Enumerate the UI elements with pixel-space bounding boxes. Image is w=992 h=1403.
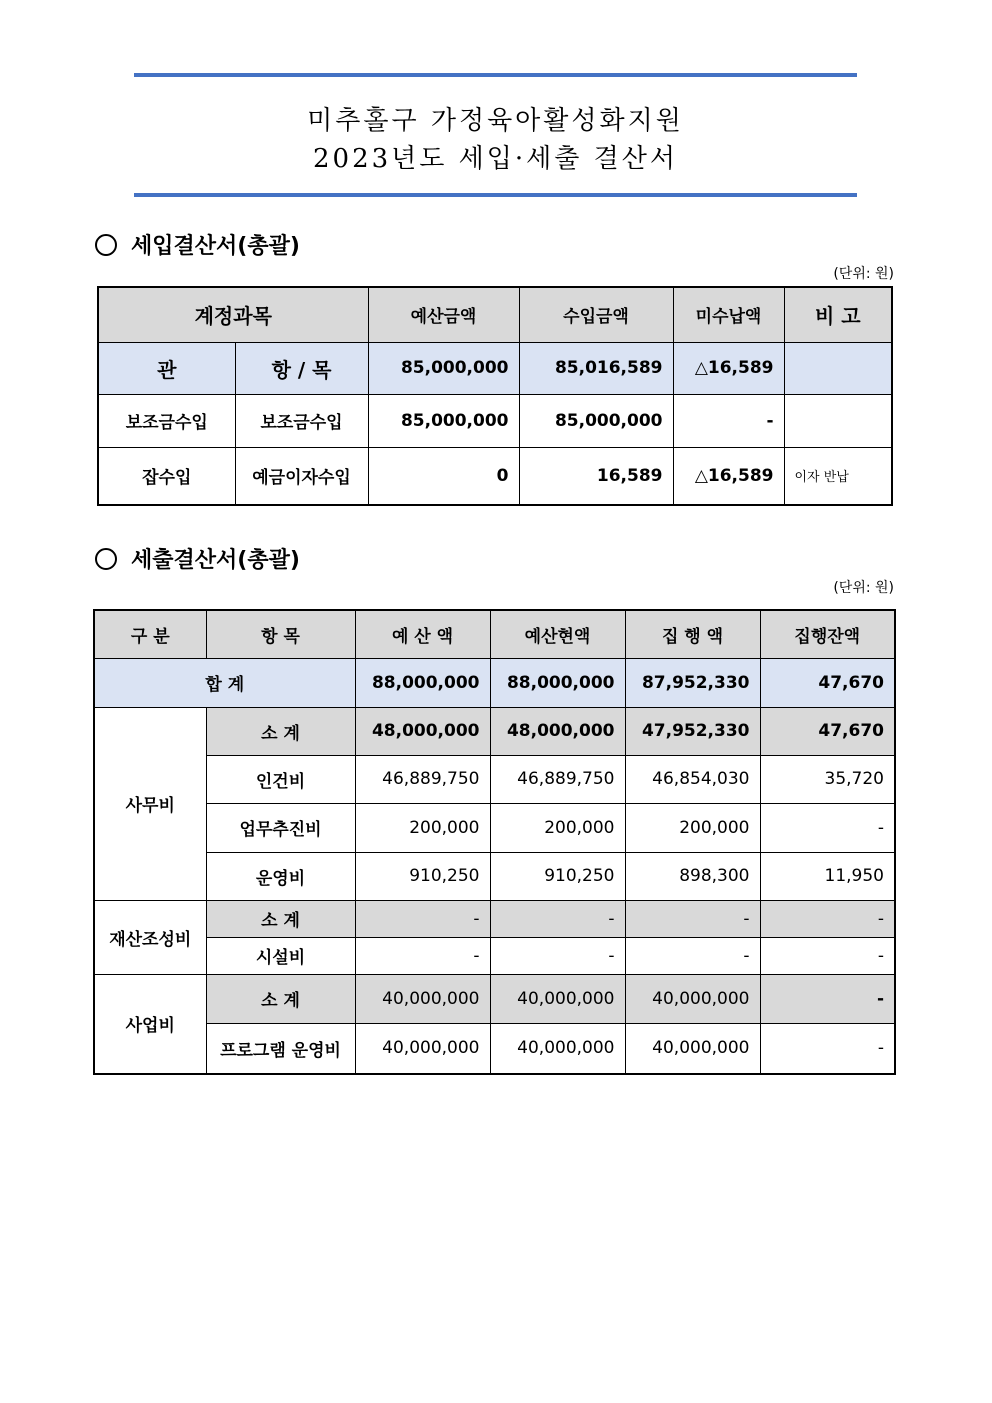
row-budget: 40,000,000 [355, 1023, 490, 1074]
revenue-summary-row [98, 342, 892, 394]
row-current-budget: 910,250 [490, 852, 625, 900]
row-current-budget: 48,000,000 [490, 707, 625, 755]
total-row [94, 658, 895, 707]
row-balance: - [760, 937, 895, 974]
table-row [94, 900, 895, 937]
header-category: 구 분 [94, 610, 206, 658]
summary-gwan: 관 [98, 342, 235, 394]
row-budget: 46,889,750 [355, 755, 490, 803]
row-income: 16,589 [519, 447, 673, 505]
row-item: 소 계 [206, 900, 355, 937]
row-hangmok: 예금이자수입 [235, 447, 368, 505]
header-income: 수입금액 [519, 287, 673, 342]
revenue-heading-text: 세입결산서(총괄) [131, 234, 300, 259]
total-label: 합 계 [94, 658, 355, 707]
expenditure-heading-text: 세출결산서(총괄) [131, 548, 300, 573]
row-executed: 40,000,000 [625, 974, 760, 1023]
row-current-budget: 40,000,000 [490, 1023, 625, 1074]
total-executed: 87,952,330 [625, 658, 760, 707]
row-gwan: 잡수입 [98, 447, 235, 505]
total-budget: 88,000,000 [355, 658, 490, 707]
table-row [94, 707, 895, 755]
expenditure-unit-label: (단위: 원) [833, 580, 894, 596]
header-remark: 비 고 [784, 287, 892, 342]
row-current-budget: 200,000 [490, 803, 625, 852]
header-account: 계정과목 [98, 287, 368, 342]
row-balance: 47,670 [760, 707, 895, 755]
row-executed: 898,300 [625, 852, 760, 900]
total-balance: 47,670 [760, 658, 895, 707]
summary-unpaid: △16,589 [673, 342, 784, 394]
header-budget: 예산금액 [368, 287, 519, 342]
top-rule [134, 73, 857, 77]
row-balance: - [760, 1023, 895, 1074]
row-item: 업무추진비 [206, 803, 355, 852]
table-row [94, 755, 895, 803]
row-remark: 이자 반납 [784, 447, 892, 505]
row-balance: - [760, 900, 895, 937]
expenditure-table [93, 609, 896, 1075]
row-executed: 47,952,330 [625, 707, 760, 755]
table-row [98, 394, 892, 447]
header-current-budget: 예산현액 [490, 610, 625, 658]
row-item: 소 계 [206, 974, 355, 1023]
row-budget: - [355, 900, 490, 937]
circle-bullet-icon [95, 234, 117, 256]
row-executed: - [625, 937, 760, 974]
row-balance: - [760, 974, 895, 1023]
expenditure-header-row [94, 610, 895, 658]
row-balance: - [760, 803, 895, 852]
summary-income: 85,016,589 [519, 342, 673, 394]
total-current-budget: 88,000,000 [490, 658, 625, 707]
row-current-budget: 46,889,750 [490, 755, 625, 803]
group-name: 사무비 [94, 707, 206, 900]
row-budget: 48,000,000 [355, 707, 490, 755]
document-title-line1: 미추홀구 가정육아활성화지원 [307, 106, 684, 136]
revenue-unit-label: (단위: 원) [833, 266, 894, 282]
row-current-budget: - [490, 900, 625, 937]
row-item: 인건비 [206, 755, 355, 803]
table-row [94, 937, 895, 974]
revenue-table [97, 286, 893, 506]
summary-hangmok: 항 / 목 [235, 342, 368, 394]
row-executed: 46,854,030 [625, 755, 760, 803]
row-budget: 200,000 [355, 803, 490, 852]
row-balance: 35,720 [760, 755, 895, 803]
row-unpaid: - [673, 394, 784, 447]
row-executed: 200,000 [625, 803, 760, 852]
table-row [94, 803, 895, 852]
expenditure-heading [95, 543, 300, 574]
row-current-budget: - [490, 937, 625, 974]
header-balance: 집행잔액 [760, 610, 895, 658]
row-item: 프로그램 운영비 [206, 1023, 355, 1074]
header-budget: 예 산 액 [355, 610, 490, 658]
revenue-header-row [98, 287, 892, 342]
row-executed: 40,000,000 [625, 1023, 760, 1074]
group-name: 재산조성비 [94, 900, 206, 974]
row-item: 소 계 [206, 707, 355, 755]
row-unpaid: △16,589 [673, 447, 784, 505]
row-budget: 0 [368, 447, 519, 505]
row-budget: - [355, 937, 490, 974]
row-hangmok: 보조금수입 [235, 394, 368, 447]
bottom-rule [134, 193, 857, 197]
row-budget: 910,250 [355, 852, 490, 900]
row-item: 시설비 [206, 937, 355, 974]
row-budget: 40,000,000 [355, 974, 490, 1023]
header-item: 항 목 [206, 610, 355, 658]
row-item: 운영비 [206, 852, 355, 900]
header-unpaid: 미수납액 [673, 287, 784, 342]
summary-budget: 85,000,000 [368, 342, 519, 394]
summary-remark [784, 342, 892, 394]
revenue-heading [95, 229, 300, 260]
row-balance: 11,950 [760, 852, 895, 900]
row-executed: - [625, 900, 760, 937]
row-gwan: 보조금수입 [98, 394, 235, 447]
table-row [98, 447, 892, 505]
row-income: 85,000,000 [519, 394, 673, 447]
document-title-line2: 2023년도 세입·세출 결산서 [312, 144, 678, 174]
table-row [94, 1023, 895, 1074]
table-row [94, 852, 895, 900]
circle-bullet-icon [95, 548, 117, 570]
header-executed: 집 행 액 [625, 610, 760, 658]
row-current-budget: 40,000,000 [490, 974, 625, 1023]
table-row [94, 974, 895, 1023]
row-budget: 85,000,000 [368, 394, 519, 447]
group-name: 사업비 [94, 974, 206, 1074]
row-remark [784, 394, 892, 447]
